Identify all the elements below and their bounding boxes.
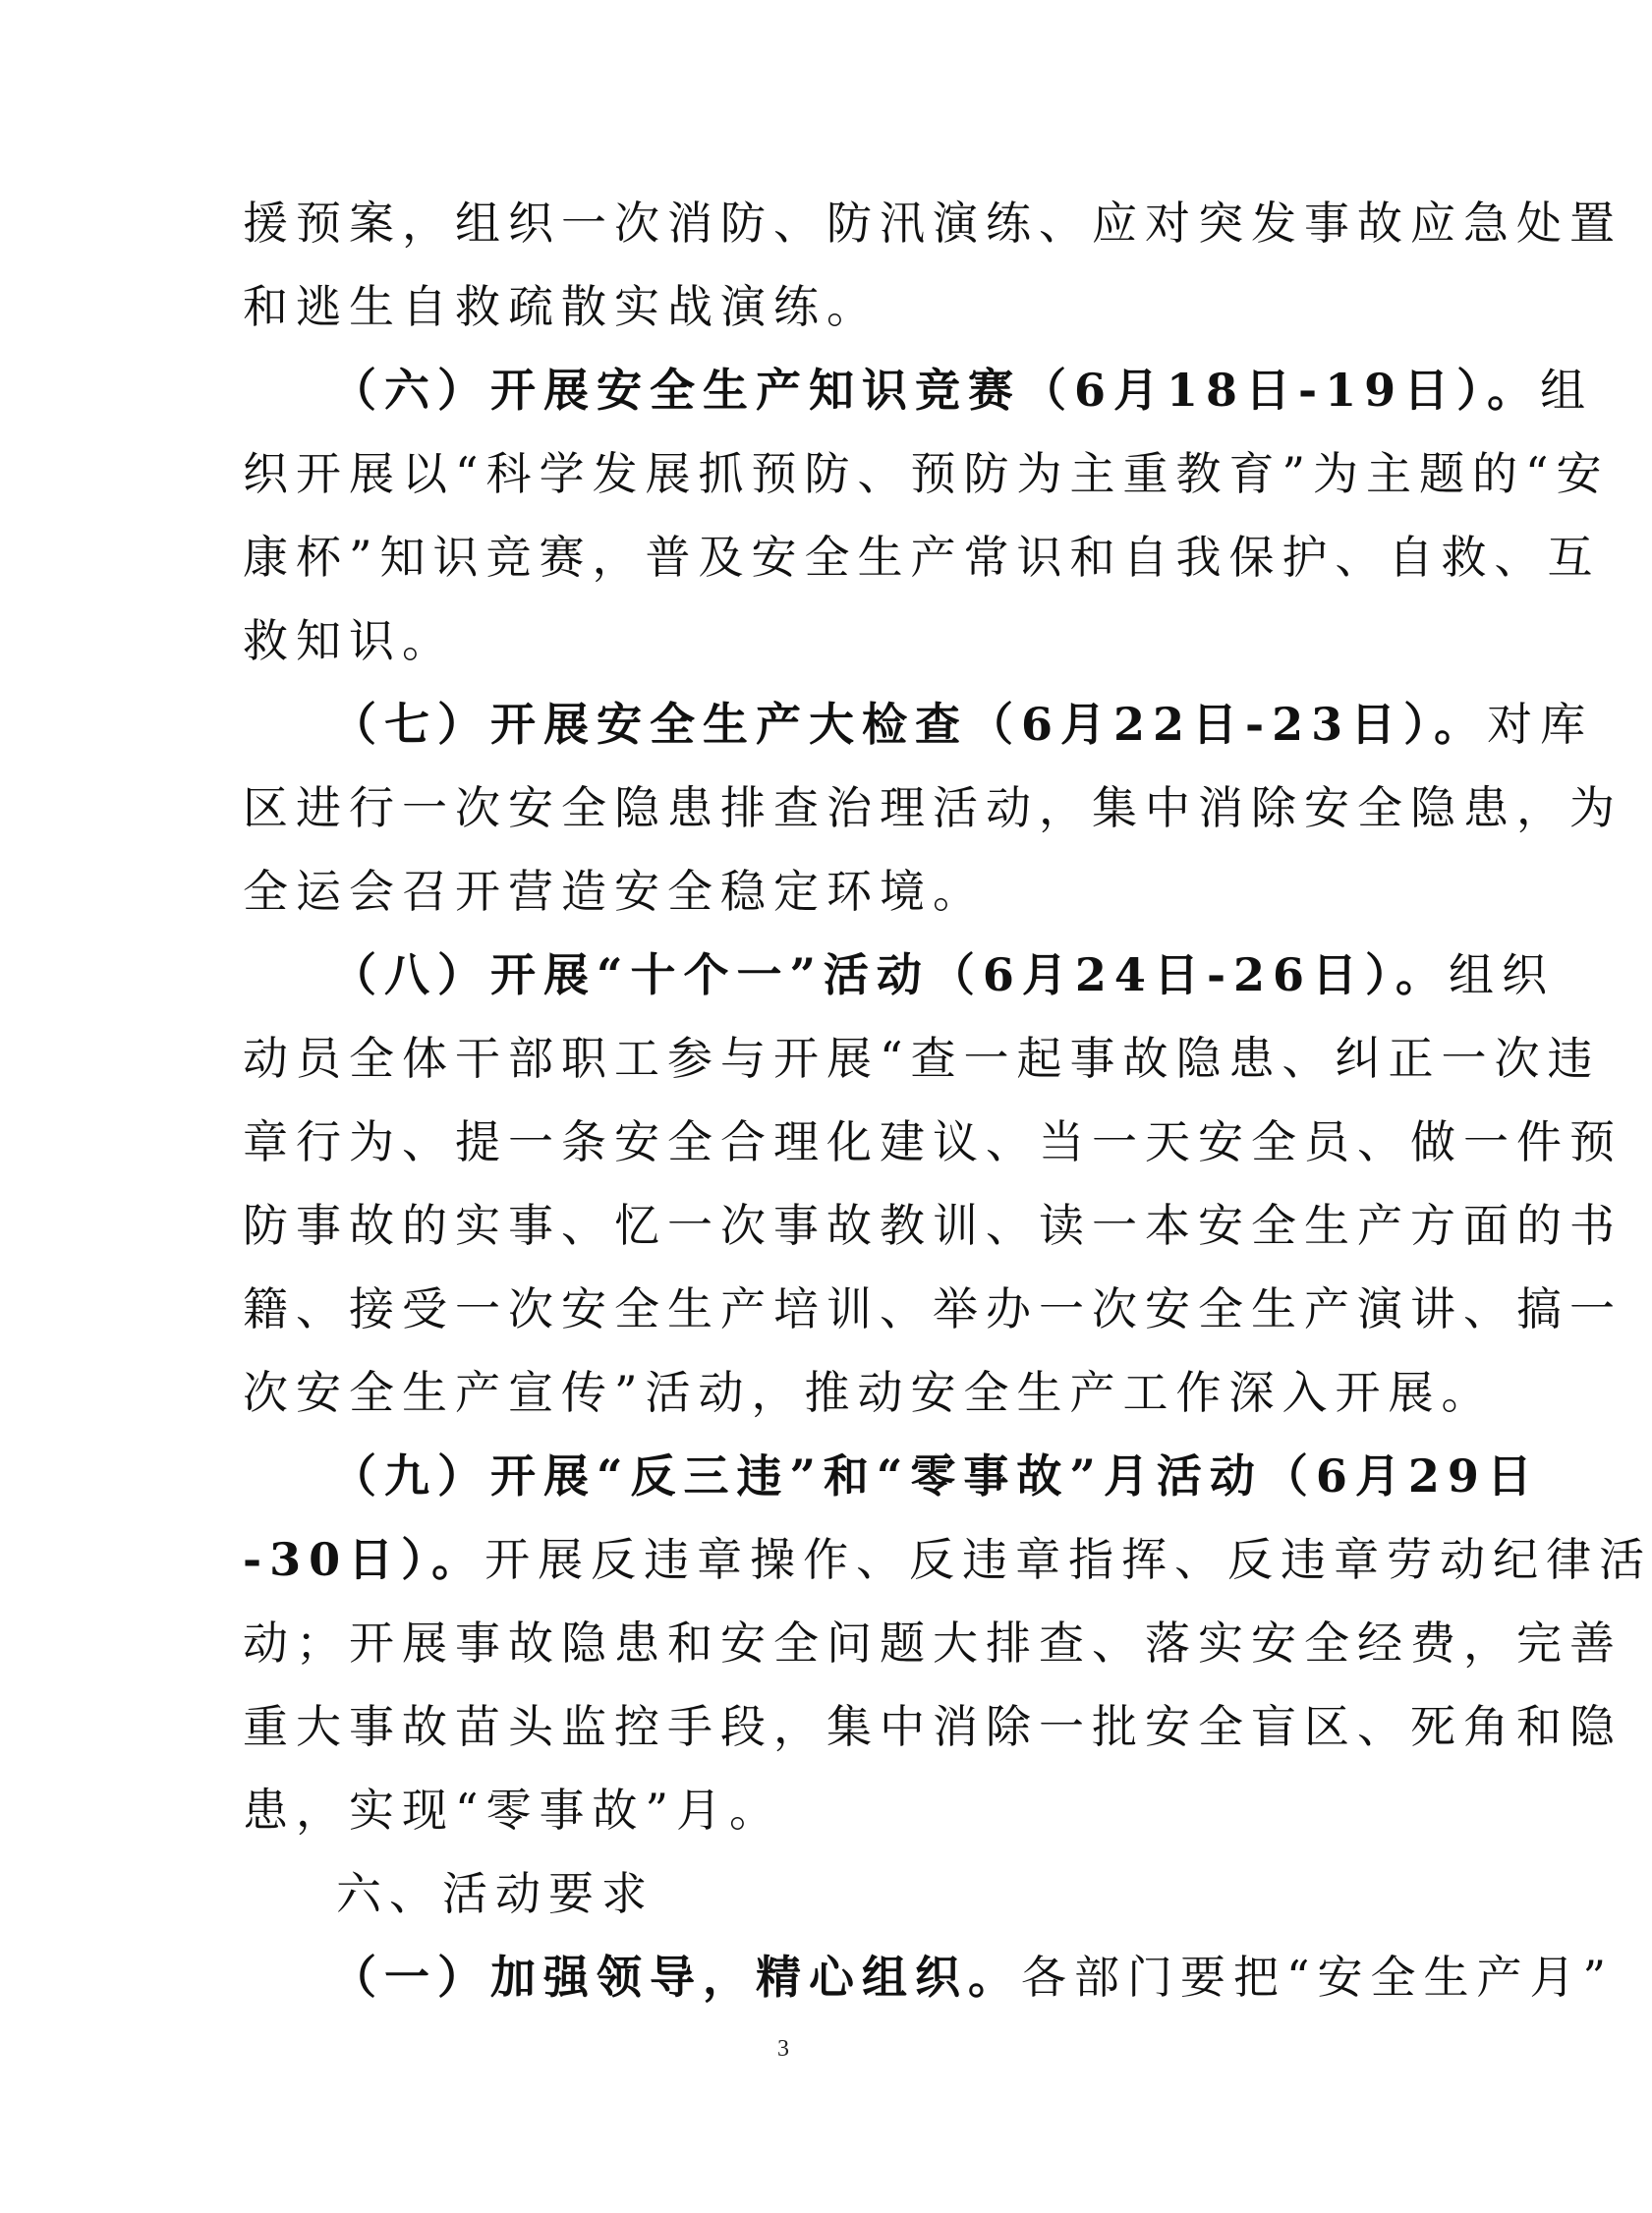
line-text: 次安全生产宣传”活动，推动安全生产工作深入开展。 <box>243 1366 1495 1419</box>
line-text: 区进行一次安全隐患排查治理活动，集中消除安全隐患，为 <box>243 781 1623 834</box>
section-heading-9 <box>331 1435 1540 1517</box>
line-text: 患，实现“零事故”月。 <box>243 1784 783 1837</box>
line-text: 全运会召开营造安全稳定环境。 <box>243 865 986 918</box>
text-line-12 <box>243 1101 1623 1183</box>
section-heading-1 <box>331 1936 1615 2018</box>
line-text: 组织 <box>1449 948 1556 1001</box>
line-text: 组 <box>1540 364 1594 417</box>
page-number: 3 <box>777 2036 789 2062</box>
text-line-20 <box>243 1769 1324 1851</box>
line-text: 六、活动要求 <box>336 1867 655 1920</box>
line-text: 开展反违章操作、反违章指挥、反违章劳动纪律活 <box>484 1533 1652 1586</box>
heading-text: （八）开展“十个一”活动（6月24日-26日）。 <box>331 948 1450 1001</box>
text-line-15 <box>243 1351 1495 1434</box>
line-text: 动员全体干部职工参与开展“查一起事故隐患、纠正一次违 <box>243 1032 1601 1085</box>
line-text: 救知识。 <box>243 614 455 667</box>
text-line-9 <box>243 850 1324 933</box>
heading-text: （七）开展安全生产大检查（6月22日-23日）。 <box>331 698 1488 751</box>
line-text: 康杯”知识竞赛，普及安全生产常识和自我保护、自救、互 <box>243 531 1601 584</box>
line-text: 章行为、提一条安全合理化建议、当一天安全员、做一件预 <box>243 1115 1623 1168</box>
text-line-11 <box>243 1017 1601 1100</box>
text-line-18 <box>243 1602 1623 1684</box>
heading-text: （一）加强领导，精心组织。 <box>331 1951 1021 2004</box>
text-line-2 <box>243 265 1324 348</box>
line-text: 各部门要把“安全生产月” <box>1021 1951 1615 2004</box>
line-text: 动；开展事故隐患和安全问题大排查、落实安全经费，完善 <box>243 1617 1623 1670</box>
line-text: 籍、接受一次安全生产培训、举办一次安全生产演讲、搞一 <box>243 1282 1623 1335</box>
text-line-8 <box>243 766 1623 849</box>
text-line-1 <box>243 182 1623 264</box>
line-text: 和逃生自救疏散实战演练。 <box>243 280 880 333</box>
line-text: 重大事故苗头监控手段，集中消除一批安全盲区、死角和隐 <box>243 1700 1623 1753</box>
section-title-activity-requirements <box>336 1852 1324 1935</box>
heading-text: -30日）。 <box>243 1533 485 1586</box>
line-text: 防事故的实事、忆一次事故教训、读一本安全生产方面的书 <box>243 1199 1623 1252</box>
line-text: 对库 <box>1487 698 1594 751</box>
section-heading-6 <box>331 349 1594 431</box>
heading-text: （九）开展“反三违”和“零事故”月活动（6月29日 <box>331 1449 1540 1503</box>
heading-text: （六）开展安全生产知识竞赛（6月18日-19日）。 <box>331 364 1541 417</box>
text-line-13 <box>243 1184 1623 1267</box>
text-line-14 <box>243 1268 1623 1350</box>
text-line-17 <box>243 1518 1652 1601</box>
text-line-6 <box>243 599 1324 682</box>
section-heading-8 <box>331 934 1556 1016</box>
section-heading-7 <box>331 683 1594 766</box>
text-line-19 <box>243 1685 1623 1768</box>
line-text: 援预案，组织一次消防、防汛演练、应对突发事故应急处置 <box>243 197 1623 250</box>
text-line-5 <box>243 516 1601 598</box>
text-line-4 <box>243 432 1610 515</box>
line-text: 织开展以“科学发展抓预防、预防为主重教育”为主题的“安 <box>243 447 1610 500</box>
